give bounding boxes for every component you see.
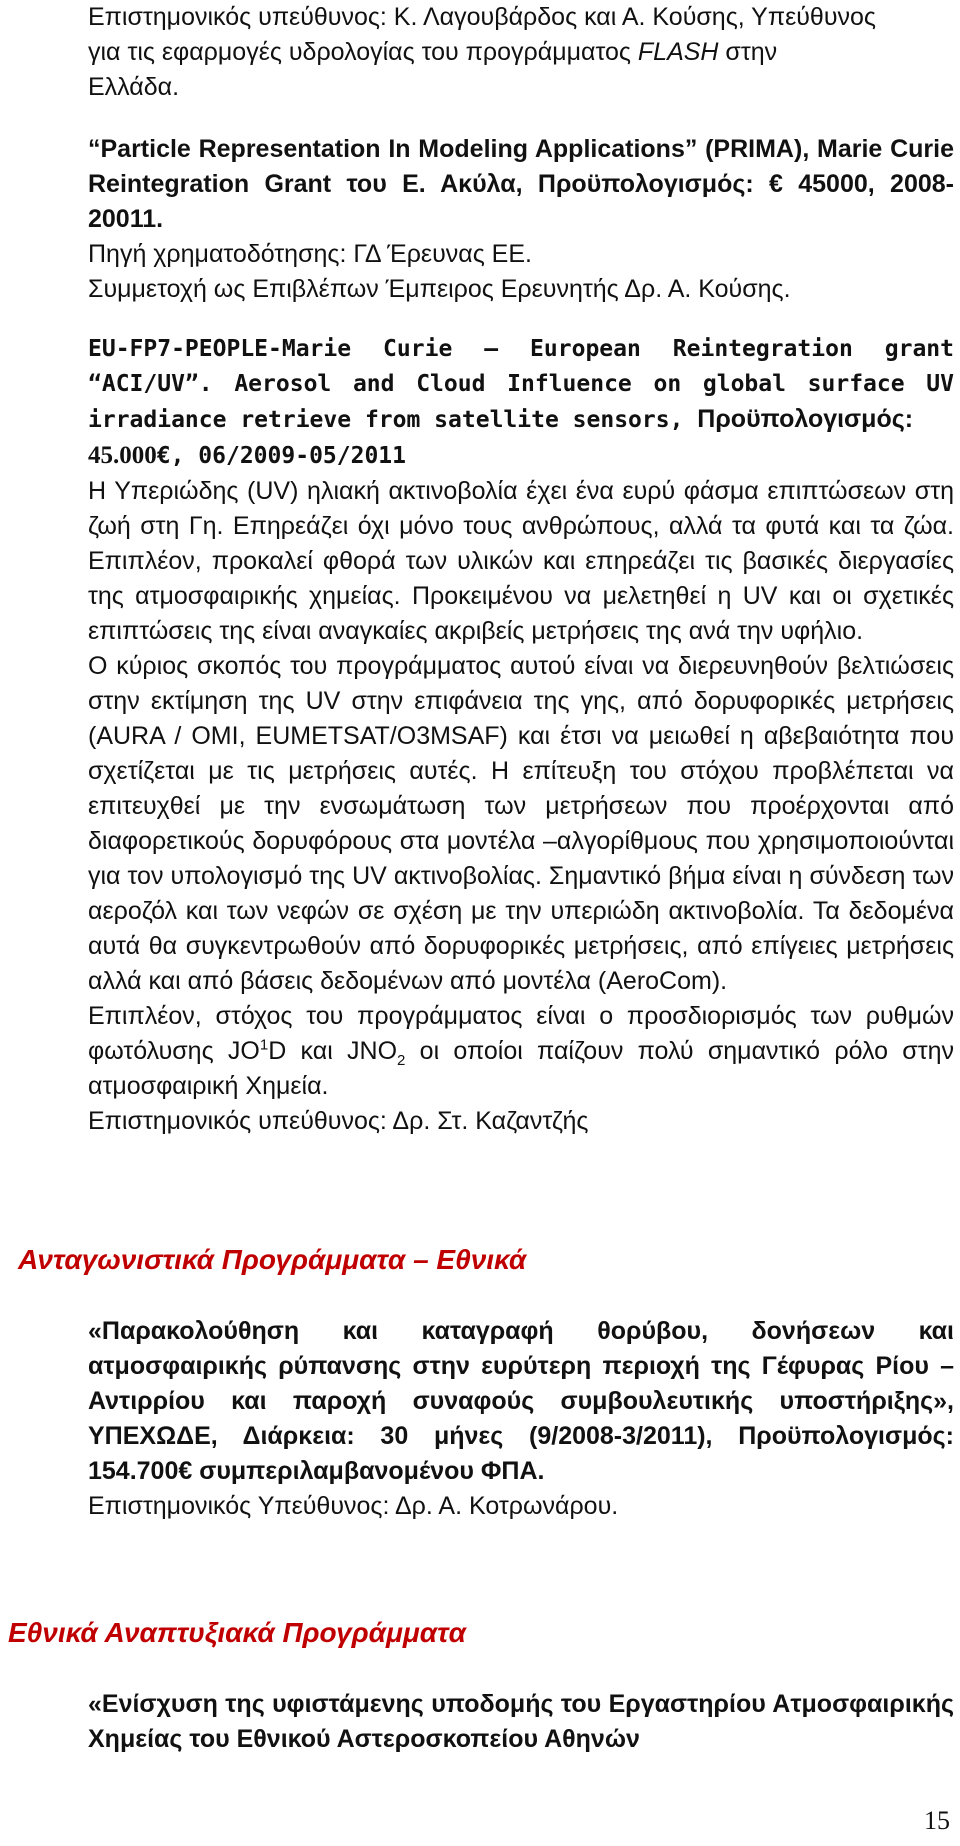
top-coordinator-block bbox=[88, 0, 954, 105]
aci-body-part-3 bbox=[88, 999, 954, 1104]
top-line-2-end: στην bbox=[718, 38, 778, 66]
prima-funding: Πηγή χρηματοδότησης: ΓΔ Έρευνας ΕΕ. bbox=[88, 240, 532, 268]
aci-body-part-2: Ο κύριος σκοπός του προγράμματος αυτού είναι να διερευνηθούν βελτιώσεις στην εκτίμηση της UV στην επιφάνεια της γης, από δορυφορικές μετρήσεις (AURA / OMI, EUMETSAT/O3MSAF) και έτσι να μειωθεί η αβεβαιότητα που σχετίζεται με τις μετρήσεις αυτές. Η επίτευξη του στόχου προβλέπεται να επιτευχθεί με την ενσωμάτωση των μετρήσεων που προέρχονται από διαφορετικούς δορυφόρους στα μοντέλα –αλγορίθμους που χρησιμοποιούνται για τον υπολογισμό της UV ακτινοβολίας. Σημαντικό βήμα είναι η σύνδεση των αεροζόλ και των νεφών σε σχέση με την υπεριώδη ακτινοβολία. Τα δεδομένα αυτά θα συγκεντρωθούν από δορυφορικές μετρήσεις, από επίγειες μετρήσεις αλλά και από βάσεις δεδομένων από μοντέλα (AeroCom). bbox=[88, 652, 954, 995]
prima-title: “Particle Representation In Modeling Applications” (PRIMA), Marie Curie Reintegration Grant του Ε. Ακύλα, Προϋπολογισμός: € 45000, 2008-20011. bbox=[88, 135, 954, 233]
flash-program-name: FLASH bbox=[637, 38, 719, 66]
aci-body-part-1: Η Υπεριώδης (UV) ηλιακή ακτινοβολία έχει ένα ευρύ φάσμα επιπτώσεων στη ζωή στη Γη. Επηρεάζει όχι μόνο τους ανθρώπους, αλλά τα φυτά και τα ζώα. Επιπλέον, προκαλεί φθορά των υλικών και επηρεάζει τις βασικές διεργασίες της ατμοσφαιρικής χημείας. Προκειμένου να μελετηθεί η UV και οι σχετικές επιπτώσεις της είναι αναγκαίες ακριβείς μετρήσεις της ανά την υφήλιο. bbox=[88, 477, 954, 645]
page-number: 15 bbox=[924, 1806, 950, 1835]
aci-uv-block bbox=[88, 332, 954, 1139]
top-line-3: Ελλάδα. bbox=[88, 73, 180, 101]
aci-budget-amount: 45.000 bbox=[88, 442, 157, 469]
bridge-project-coordinator: Επιστημονικός Υπεύθυνος: Δρ. Α. Κοτρωνάρου. bbox=[88, 1492, 619, 1520]
national-development-heading: Εθνικά Αναπτυξιακά Προγράμματα bbox=[8, 1617, 466, 1648]
aci-budget-label: Προϋπολογισμός: bbox=[697, 405, 914, 433]
aci-title-line-2: “ACI/UV”. Aerosol and Cloud Influence on global surface UV bbox=[88, 371, 954, 397]
bridge-project-title: «Παρακολούθηση και καταγραφή θορύβου, δονήσεων και ατμοσφαιρικής ρύπανσης στην ευρύτερη περιοχή της Γέφυρας Ρίου – Αντιρρίου και παροχή συναφούς συμβουλευτικής υποστήριξης», ΥΠΕΧΩΔΕ, Διάρκεια: 30 μήνες (9/2008-3/2011), Προϋπολογισμός: 154.700€ συμπεριλαμβανομένου ΦΠΑ. bbox=[88, 1317, 954, 1485]
prima-block bbox=[88, 132, 954, 307]
national-competitive-heading: Ανταγωνιστικά Προγράμματα – Εθνικά bbox=[18, 1244, 527, 1275]
prima-participation: Συμμετοχή ως Επιβλέπων Έμπειρος Ερευνητής Δρ. Α. Κούσης. bbox=[88, 275, 791, 303]
aci-body-3-end: οι οποίοι παίζουν πολύ σημαντικό ρόλο στην ατμοσφαιρική Χημεία. bbox=[88, 1037, 955, 1100]
aci-coordinator: Επιστημονικός υπεύθυνος: Δρ. Στ. Καζαντζής bbox=[88, 1107, 589, 1135]
top-line-2 bbox=[88, 35, 954, 70]
national-development-item bbox=[88, 1687, 954, 1757]
aci-title-line-3 bbox=[88, 402, 954, 438]
top-line-2-text: για τις εφαρμογές υδρολογίας του προγράμματος bbox=[88, 38, 638, 66]
aci-title-line-3-text: irradiance retrieve from satellite sensors, bbox=[88, 407, 698, 433]
aci-title bbox=[88, 332, 954, 474]
aci-body-3-text: Επιπλέον, στόχος του προγράμματος είναι ο προσδιορισμός των ρυθμών φωτόλυσης JO bbox=[88, 1002, 954, 1065]
lab-infrastructure-title: «Ενίσχυση της υφιστάμενης υποδομής του Εργαστηρίου Ατμοσφαιρικής Χημείας του Εθνικού Αστεροσκοπείου Αθηνών bbox=[88, 1690, 954, 1753]
aci-superscript: 1 bbox=[259, 1036, 269, 1054]
aci-subscript: 2 bbox=[397, 1052, 406, 1069]
aci-title-line-1: EU-FP7-PEOPLE-Marie Curie – European Reintegration grant bbox=[88, 336, 954, 362]
top-line-1: Επιστημονικός υπεύθυνος: Κ. Λαγουβάρδος και Α. Κούσης, Υπεύθυνος bbox=[88, 3, 876, 31]
aci-duration: €, 06/2009-05/2011 bbox=[156, 443, 406, 469]
national-competitive-item bbox=[88, 1314, 954, 1524]
aci-title-line-4 bbox=[88, 438, 954, 474]
aci-body-3-mid: D και JNO bbox=[268, 1037, 398, 1065]
